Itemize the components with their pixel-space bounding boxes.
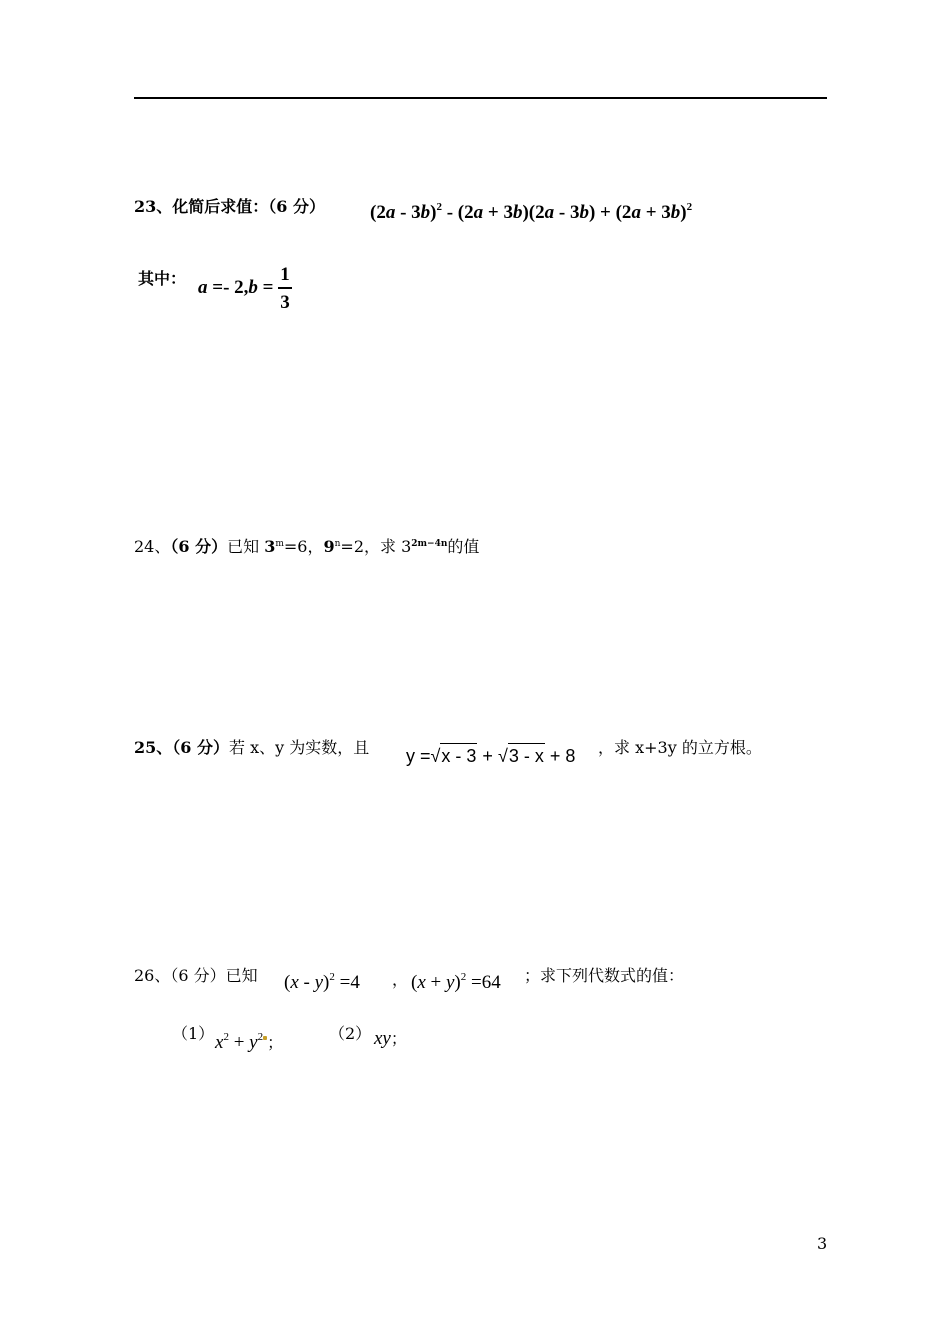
q23-expr-var: a [544,202,555,223]
q25-formula-part: + 8 [544,746,576,766]
q26-part1-op: + [228,1032,250,1053]
q26-eq-part: ( [411,972,418,993]
q23-fraction-numerator: 1 [278,265,292,289]
q26-part2-label-text: （2） [329,1024,372,1043]
q23-expr-part: )(2 [522,202,545,223]
q26-eq-part: =64 [466,972,501,993]
q26-eq-part: + [425,972,446,993]
q26-part1-var: x [215,1032,224,1053]
q23-expr-part: + 3 [483,202,513,223]
q26-separator [392,967,408,990]
page-number [817,1234,827,1253]
q26-part2-var: xy [374,1028,391,1049]
q24-points: （6 分） [170,537,228,556]
q25-radicand: x - 3 [440,743,477,766]
q26-part2-label [329,1021,371,1044]
q26-eq-var: x [290,972,299,993]
q23-expr-part: ) [680,202,687,223]
q26-part2-expression [374,1026,407,1050]
q23-expr-part: - 3 [395,202,421,223]
q23-expr-part: - (2 [441,202,474,223]
q23-expression [370,202,692,224]
q26-part1-end: ； [267,1035,284,1052]
q26-part1-var: y [249,1032,258,1053]
q24-text-part: =2，求 3 [340,537,412,556]
q24-text-part: =6， [283,537,324,556]
q23-fraction-denominator: 3 [280,292,290,313]
q25-formula-part: y = [406,746,431,766]
q23-condition [198,265,292,312]
q23-expr-part: (2 [370,202,386,223]
q23-expr-var: a [473,202,484,223]
q25-formula-part: + [477,746,498,766]
q25-text-part: 若 x、y 为实数，且 [228,738,370,757]
q26-equation-1 [284,972,360,994]
q26-eq-part: ) [454,972,461,993]
q26-label-text: 26、（6 分）已知 [134,966,258,985]
q23-expr-part: - 3 [554,202,580,223]
q24-text-part: 的值 [447,537,480,556]
q23-cond-part: = [257,276,274,298]
q23-where-label [138,266,186,289]
q24-exponent: 2m−4n [411,539,448,549]
q23-expr-exponent: 2 [686,201,693,213]
q24-base: 9 [323,537,335,556]
q24-base: 3 [264,537,276,556]
q23-cond-var: a [198,276,208,298]
q26-sep-text: ， [392,970,409,989]
q24-exponent: n [334,539,341,549]
q25-radicand: 3 - x [508,743,545,766]
q23-expr-exponent: 2 [436,201,442,213]
q26-eq-part: - [298,972,315,993]
q23-expr-var: a [631,202,641,223]
q23-label-text: 23、化简后求值：（6 分） [134,197,325,216]
q23-expr-var: b [670,202,681,223]
q23-expr-var: b [579,202,589,223]
q23-expr-part: ) [430,202,437,223]
q24-exponent: m [275,539,284,549]
header-rule [134,97,827,99]
q25-text-tail [598,735,762,758]
q26-part1-label [172,1021,214,1044]
q26-eq-exponent: 2 [460,971,467,983]
q25-formula: y =√x - 3 + √3 - x + 8 [406,746,575,767]
q26-part1-exponent: 2 [257,1031,264,1043]
q24-text-part: 已知 [227,537,265,556]
q25-text-part: ，求 x+3y 的立方根。 [598,738,762,757]
q26-part1-expression [215,1030,283,1054]
q23-cond-part: =- 2, [207,276,249,298]
q23-expr-var: b [420,202,431,223]
page-number-text: 3 [817,1234,828,1253]
q24-number: 24、 [134,537,171,556]
q26-eq-part: ) [323,972,330,993]
q26-eq-part: ( [284,972,291,993]
q26-equation-2 [411,972,501,994]
q26-text-tail [524,963,684,986]
q26-eq-var: x [417,972,426,993]
q25-text [134,735,369,758]
q26-eq-exponent: 2 [329,971,335,983]
q26-text-part: ；求下列代数式的值： [524,966,685,985]
q26-part1-label-text: （1） [172,1024,215,1043]
q26-label [134,963,258,986]
q23-label [134,194,325,217]
q23-where-text: 其中： [138,269,187,288]
q23-expr-var: b [512,202,523,223]
q26-eq-part: =4 [334,972,360,993]
q23-expr-var: a [385,202,396,223]
q26-part2-end: ； [390,1031,407,1048]
q26-eq-var: y [445,972,455,993]
q23-expr-part: ) + (2 [588,202,632,223]
q23-expr-part: + 3 [640,202,671,223]
q25-label: 25、（6 分） [134,738,229,757]
q26-eq-var: y [314,972,324,993]
q24-text [134,534,479,557]
q23-cond-var: b [248,276,258,298]
q26-part1-exponent: 2 [223,1031,229,1043]
q23-fraction [278,265,292,312]
